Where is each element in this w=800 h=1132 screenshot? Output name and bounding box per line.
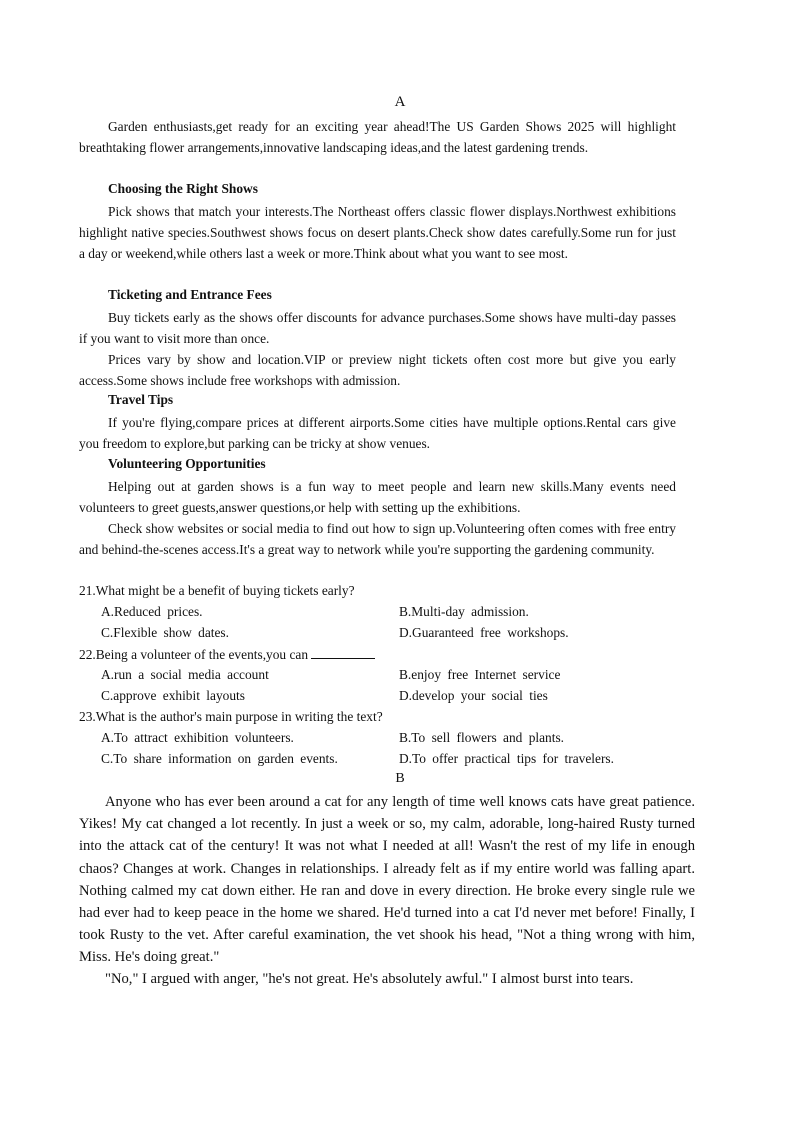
- question-21-option-b: B.Multi-day admission.: [399, 604, 529, 619]
- question-22-option-d: D.develop your social ties: [399, 688, 548, 703]
- question-23-stem: 23.What is the author's main purpose in writing the text?: [79, 709, 383, 724]
- question-22-option-a: A.run a social media account: [101, 667, 269, 682]
- question-22-option-b: B.enjoy free Internet service: [399, 667, 561, 682]
- section-paragraph-volunteering-2: Check show websites or social media to find out how to sign up.Volunteering often comes with free entry and behind-the-scenes access.It's a great way to network while you're supporting the gardening community.: [79, 521, 676, 557]
- section-paragraph-ticketing-2: Prices vary by show and location.VIP or preview night tickets often cost more but give you early access.Some shows include free workshops with admission.: [79, 352, 676, 388]
- question-21-option-c: C.Flexible show dates.: [101, 625, 229, 640]
- section-heading-volunteering: Volunteering Opportunities: [108, 456, 266, 471]
- section-paragraph-travel: If you're flying,compare prices at different airports.Some cities have multiple options.Rental cars give you freedom to explore,but parking can be tricky at show venues.: [79, 415, 676, 451]
- passage-a-intro: Garden enthusiasts,get ready for an exciting year ahead!The US Garden Shows 2025 will highlight breathtaking flower arrangements,innovative landscaping ideas,and the latest gardening trends.: [79, 119, 676, 155]
- answer-blank: [311, 646, 375, 659]
- question-21-option-a: A.Reduced prices.: [101, 604, 203, 619]
- question-22-option-c: C.approve exhibit layouts: [101, 688, 245, 703]
- section-heading-shows: Choosing the Right Shows: [108, 181, 258, 196]
- passage-b-paragraph-2: "No," I argued with anger, "he's not great. He's absolutely awful." I almost burst into tears.: [105, 971, 634, 987]
- section-paragraph-volunteering-1: Helping out at garden shows is a fun way to meet people and learn new skills.Many events need volunteers to greet guests,answer questions,or help with setting up the exhibitions.: [79, 479, 676, 515]
- passage-a-label: A: [394, 94, 406, 110]
- section-paragraph-ticketing-1: Buy tickets early as the shows offer discounts for advance purchases.Some shows have multi-day passes if you want to visit more than once.: [79, 310, 676, 346]
- section-heading-travel: Travel Tips: [108, 392, 174, 407]
- passage-b-paragraph-1: Anyone who has ever been around a cat for any length of time well knows cats have great patience. Yikes! My cat changed a lot recently. In just a week or so, my calm, adorable, long-haired Rusty turned into the attack cat of the century! It was not what I needed at all! Wasn't the rest of my life in enough chaos? Changes at work. Changes in relationships. I already felt as if my entire world was falling apart. Nothing calmed my cat down either. He ran and dove in every direction. He broke every single rule we had ever had to keep peace in the home we shared. He'd turned into a cat I'd never met before! Finally, I took Rusty to the vet. After careful examination, the vet shook his head, "Not a thing wrong with him, Miss. He's doing great.": [79, 794, 695, 966]
- passage-b-label: B: [395, 771, 405, 786]
- question-23-option-a: A.To attract exhibition volunteers.: [101, 730, 294, 745]
- question-21-option-d: D.Guaranteed free workshops.: [399, 625, 569, 640]
- question-23-option-c: C.To share information on garden events.: [101, 751, 338, 766]
- question-22-stem: [79, 646, 375, 663]
- section-heading-ticketing: Ticketing and Entrance Fees: [108, 287, 272, 302]
- section-paragraph-shows: Pick shows that match your interests.The Northeast offers classic flower displays.Northwest exhibitions highlight native species.Southwest shows focus on desert plants.Check show dates carefully.Some run for just a day or weekend,while others last a week or more.Think about what you want to see most.: [79, 204, 676, 261]
- question-22-stem-text: 22.Being a volunteer of the events,you can: [79, 647, 309, 662]
- question-21-stem: 21.What might be a benefit of buying tickets early?: [79, 583, 355, 598]
- question-23-option-b: B.To sell flowers and plants.: [399, 730, 565, 745]
- question-23-option-d: D.To offer practical tips for travelers.: [399, 751, 614, 766]
